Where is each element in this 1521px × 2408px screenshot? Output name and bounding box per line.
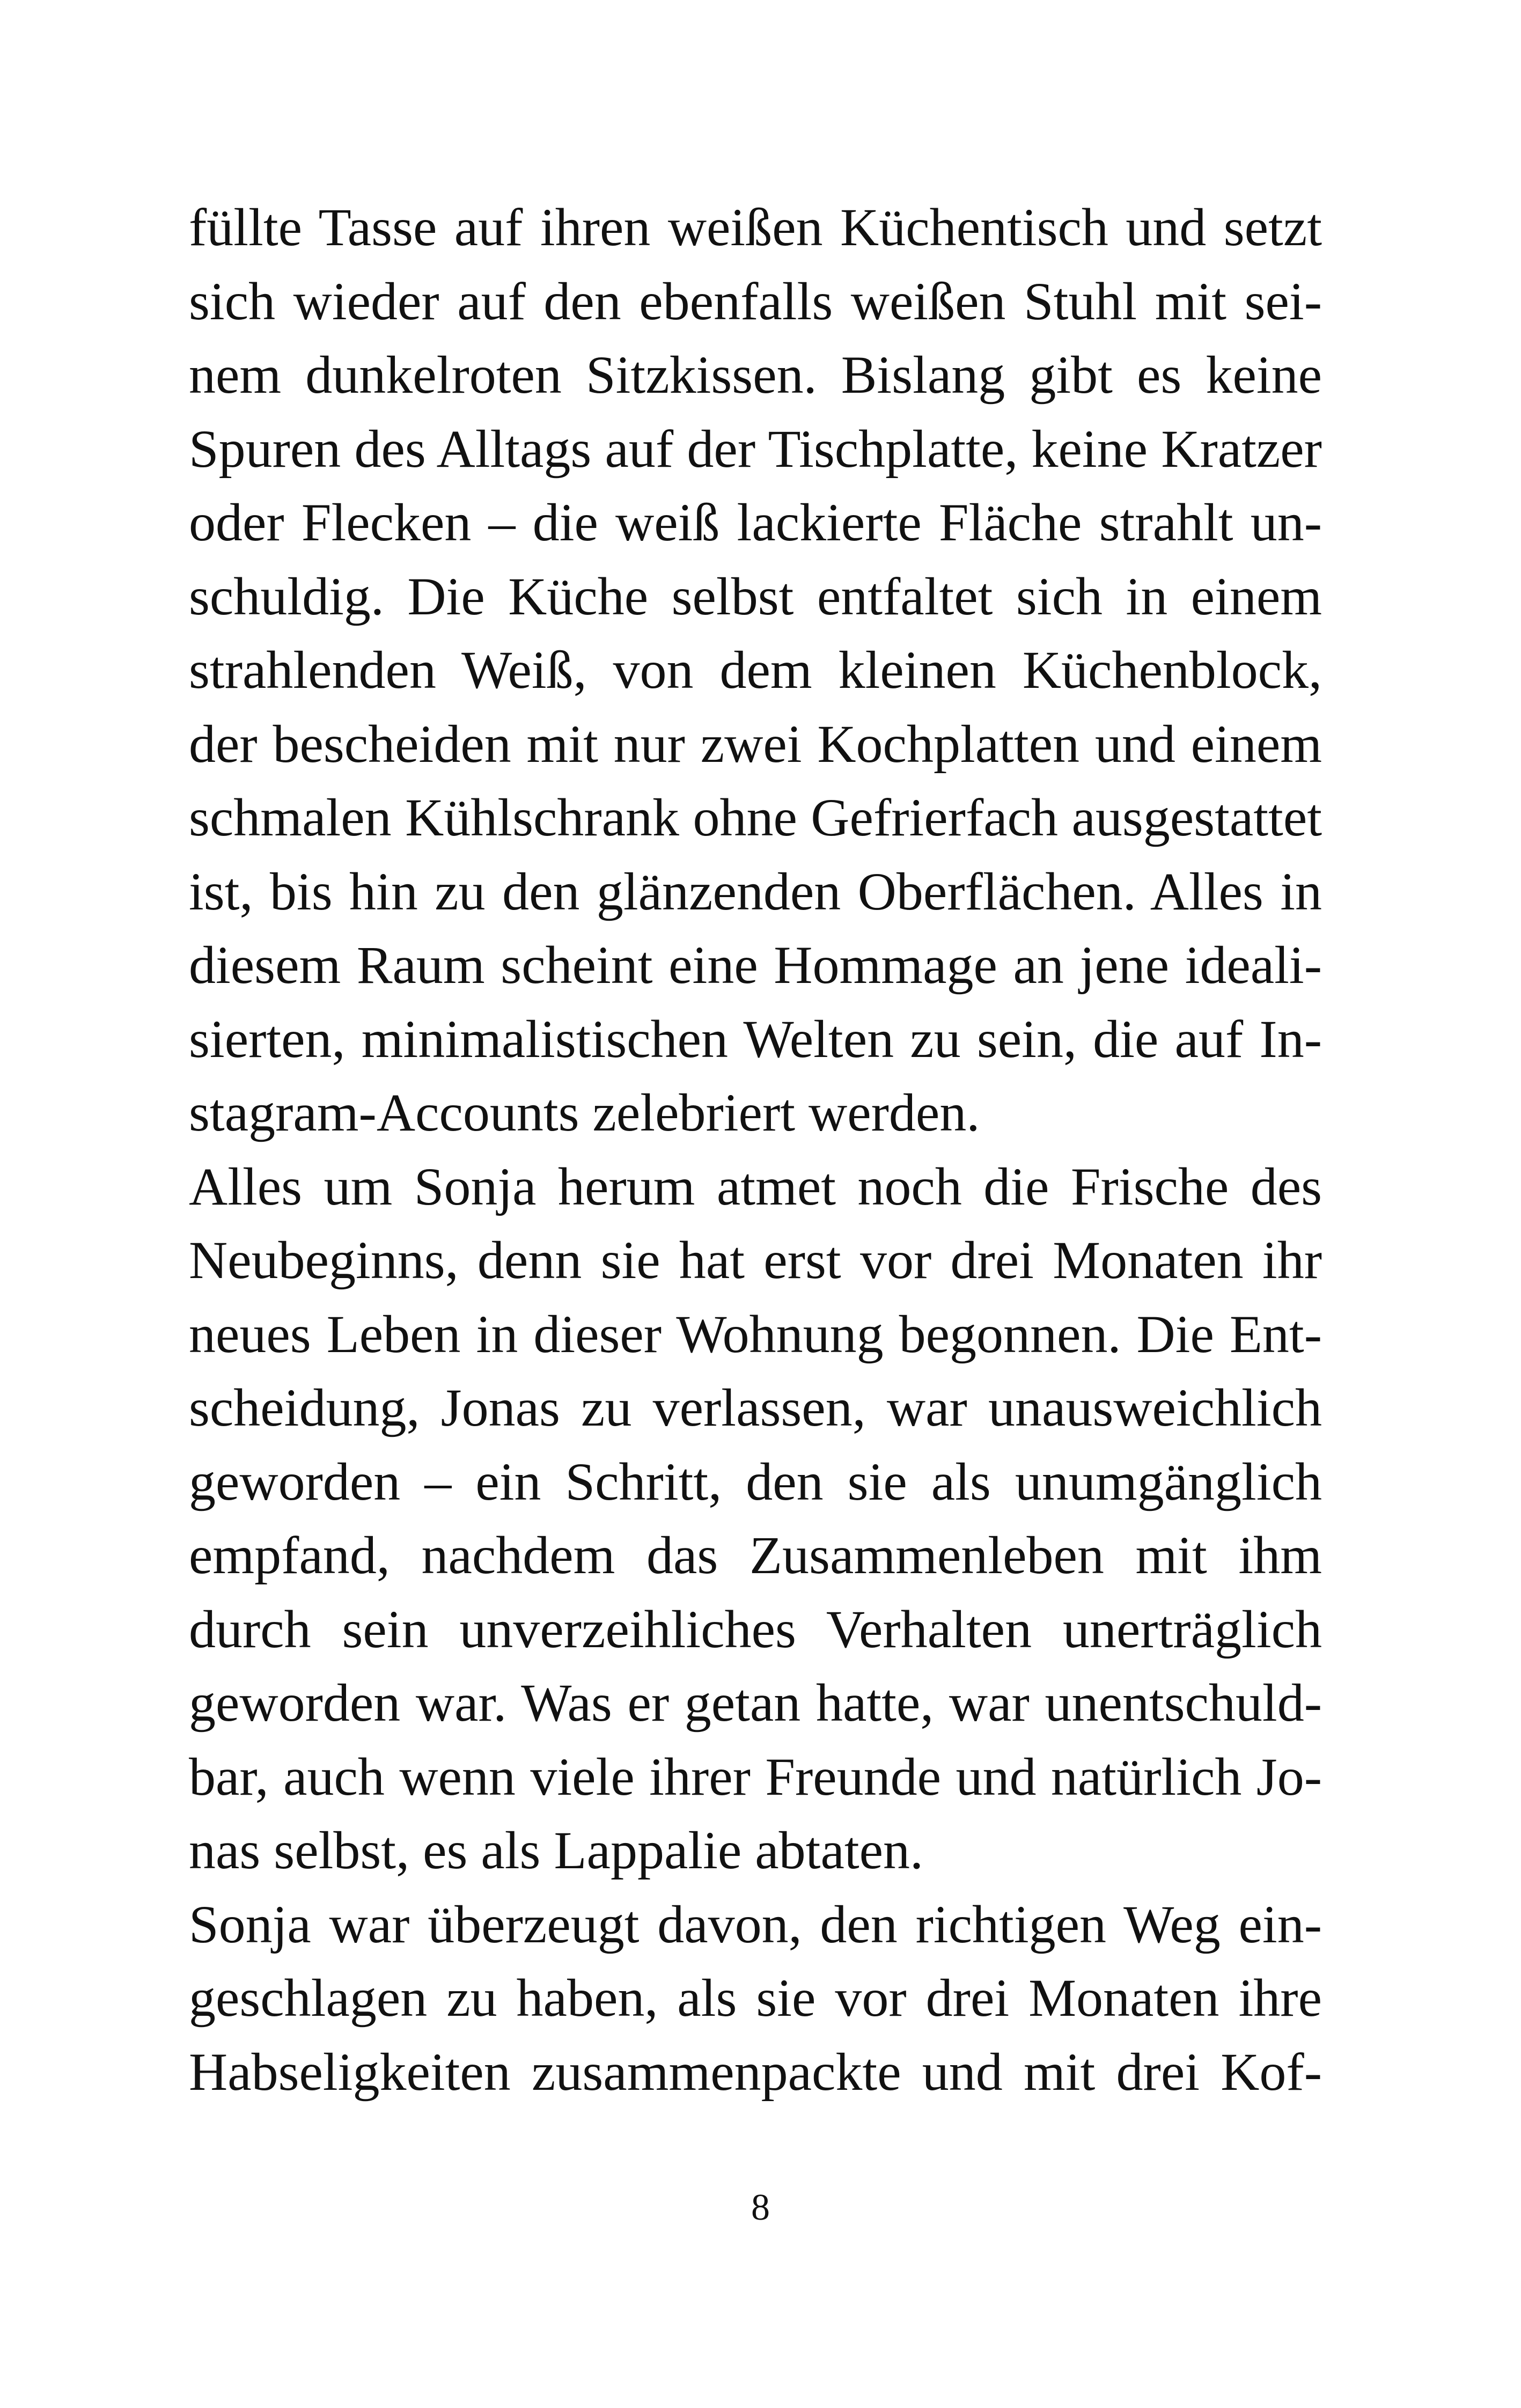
text-line: schmalen Kühlschrank ohne Gefrierfach ausgestattet (189, 788, 1322, 847)
text-line: oder Flecken – die weiß lackierte Fläche strahlt un- (189, 493, 1322, 552)
text-line: empfand, nachdem das Zusammenleben mit ihm (189, 1525, 1322, 1585)
text-line: der bescheiden mit nur zwei Kochplatten und einem (189, 714, 1322, 774)
text-line: Neubeginns, denn sie hat erst vor drei Monaten ihr (189, 1230, 1322, 1290)
text-line: neues Leben in dieser Wohnung begonnen. Die Ent- (189, 1304, 1322, 1364)
body-text (189, 190, 1322, 2109)
paragraph-end-line: stagram-Accounts zelebriert werden. (189, 1083, 980, 1142)
text-line: durch sein unverzeihliches Verhalten unerträglich (189, 1599, 1322, 1659)
text-line: strahlenden Weiß, von dem kleinen Küchenblock, (189, 640, 1322, 700)
text-line: scheidung, Jonas zu verlassen, war unausweichlich (189, 1378, 1322, 1437)
text-line: Alles um Sonja herum atmet noch die Frische des (189, 1156, 1322, 1216)
text-line: bar, auch wenn viele ihrer Freunde und natürlich Jo- (189, 1746, 1322, 1807)
page-number: 8 (751, 2187, 770, 2228)
text-line: geworden – ein Schritt, den sie als unumgänglich (189, 1451, 1322, 1511)
text-line: ist, bis hin zu den glänzenden Oberflächen. Alles in (189, 861, 1322, 921)
text-line: schuldig. Die Küche selbst entfaltet sich in einem (189, 566, 1322, 626)
text-line: diesem Raum scheint eine Hommage an jene ideali- (189, 935, 1322, 995)
paragraph-end-line: nas selbst, es als Lappalie abtaten. (189, 1820, 923, 1880)
text-line: Sonja war überzeugt davon, den richtigen Weg ein- (189, 1894, 1322, 1954)
text-line: Habseligkeiten zusammenpackte und mit drei Kof- (189, 2042, 1322, 2102)
text-line: nem dunkelroten Sitzkissen. Bislang gibt es keine (189, 345, 1322, 405)
text-line: geworden war. Was er getan hatte, war unentschuld- (189, 1673, 1322, 1732)
text-line: geschlagen zu haben, als sie vor drei Monaten ihre (189, 1968, 1322, 2028)
text-line: füllte Tasse auf ihren weißen Küchentisch und setzt (189, 197, 1322, 257)
text-line: sierten, minimalistischen Welten zu sein, die auf In- (189, 1009, 1322, 1069)
text-line: sich wieder auf den ebenfalls weißen Stuhl mit sei- (189, 271, 1322, 331)
text-line: Spuren des Alltags auf der Tischplatte, keine Kratzer (189, 419, 1322, 479)
